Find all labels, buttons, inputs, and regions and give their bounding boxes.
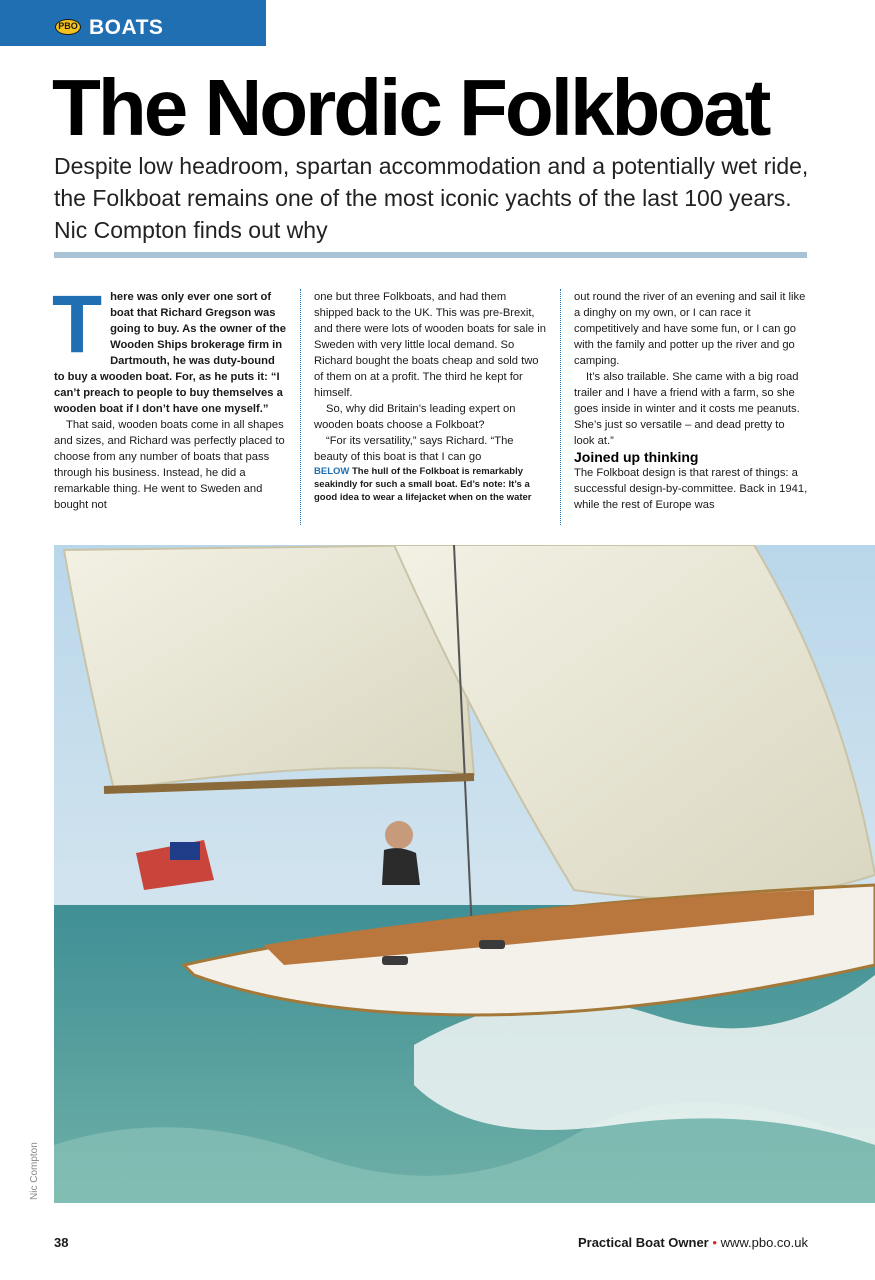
footer-separator: • <box>712 1235 717 1250</box>
body-paragraph: “For its versatility,” says Richard. “The beauty of this boat is that I can go <box>314 435 514 463</box>
porthole <box>382 956 408 965</box>
sailor-body <box>382 848 420 885</box>
sailing-boat-illustration <box>54 545 875 1203</box>
section-label: BOATS <box>89 16 164 39</box>
pbo-logo-badge: PBO <box>55 19 81 35</box>
body-paragraph: It’s also trailable. She came with a big road trailer and I have a friend with a farm, so she goes inside in winter and it costs me peanuts. She’s just so versatile – and dead pretty to look at.” <box>574 371 800 447</box>
magazine-url: www.pbo.co.uk <box>720 1235 808 1250</box>
body-paragraph: So, why did Britain’s leading expert on wooden boats choose a Folkboat? <box>314 403 516 431</box>
page-number: 38 <box>54 1235 69 1250</box>
body-paragraph: one but three Folkboats, and had them shipped back to the UK. This was pre-Brexit, and there were lots of wooden boats for sale in Sweden with very little local demand. So Richard bought the boats cheap and sold two of them on at a profit. The third he kept for himself. <box>314 291 546 399</box>
magazine-name: Practical Boat Owner <box>577 1235 709 1250</box>
lead-text: here was only ever one sort of boat that Richard Gregson was going to buy. As the owner of the Wooden Ships brokerage firm in Dartmouth, he was duty-bound to buy a wooden boat. For, as he puts it: “I can’t preach to people to buy themselves a wooden boat if I don’t have one myself.” <box>54 291 286 415</box>
section-tab <box>0 0 266 46</box>
photo-caption <box>314 465 546 504</box>
porthole <box>479 940 505 949</box>
flag-union-canton <box>170 842 200 860</box>
body-column-3 <box>574 289 808 513</box>
body-column-1 <box>52 279 288 513</box>
photo-credit: Nic Compton <box>29 1142 40 1200</box>
column-divider <box>560 289 561 525</box>
column-divider <box>300 289 301 525</box>
subheading: Joined up thinking <box>574 449 699 465</box>
article-headline: The Nordic Folkboat <box>52 63 769 152</box>
body-column-2 <box>314 289 546 504</box>
body-paragraph: out round the river of an evening and sail it like a dinghy on my own, or I can race it competitively and have some fun, or I can go with the family and potter up the river and go camping. <box>574 291 806 367</box>
drop-cap: T <box>52 279 103 370</box>
headline-rule <box>54 252 807 258</box>
folkboat-photo <box>54 545 875 1203</box>
caption-label: BELOW <box>314 466 350 477</box>
caption-text: The hull of the Folkboat is remarkably seakindly for such a small boat. Ed’s note: It’s a good idea to wear a lifejacket when on the water <box>314 466 532 503</box>
article-standfirst: Despite low headroom, spartan accommodation and a potentially wet ride, the Folkboat remains one of the most iconic yachts of the last 100 years. Nic Compton finds out why <box>54 153 809 243</box>
body-paragraph: The Folkboat design is that rarest of things: a successful design-by-committee. Back in 1941, while the rest of Europe was <box>574 467 808 511</box>
magazine-footer <box>578 1235 808 1250</box>
sailor-head <box>385 821 413 849</box>
lead-paragraph <box>52 279 288 417</box>
body-paragraph: That said, wooden boats come in all shapes and sizes, and Richard was perfectly placed to choose from any number of boats that pass through his business. Instead, he did a remarkable thing. He went to Sweden and bought not <box>54 419 285 511</box>
